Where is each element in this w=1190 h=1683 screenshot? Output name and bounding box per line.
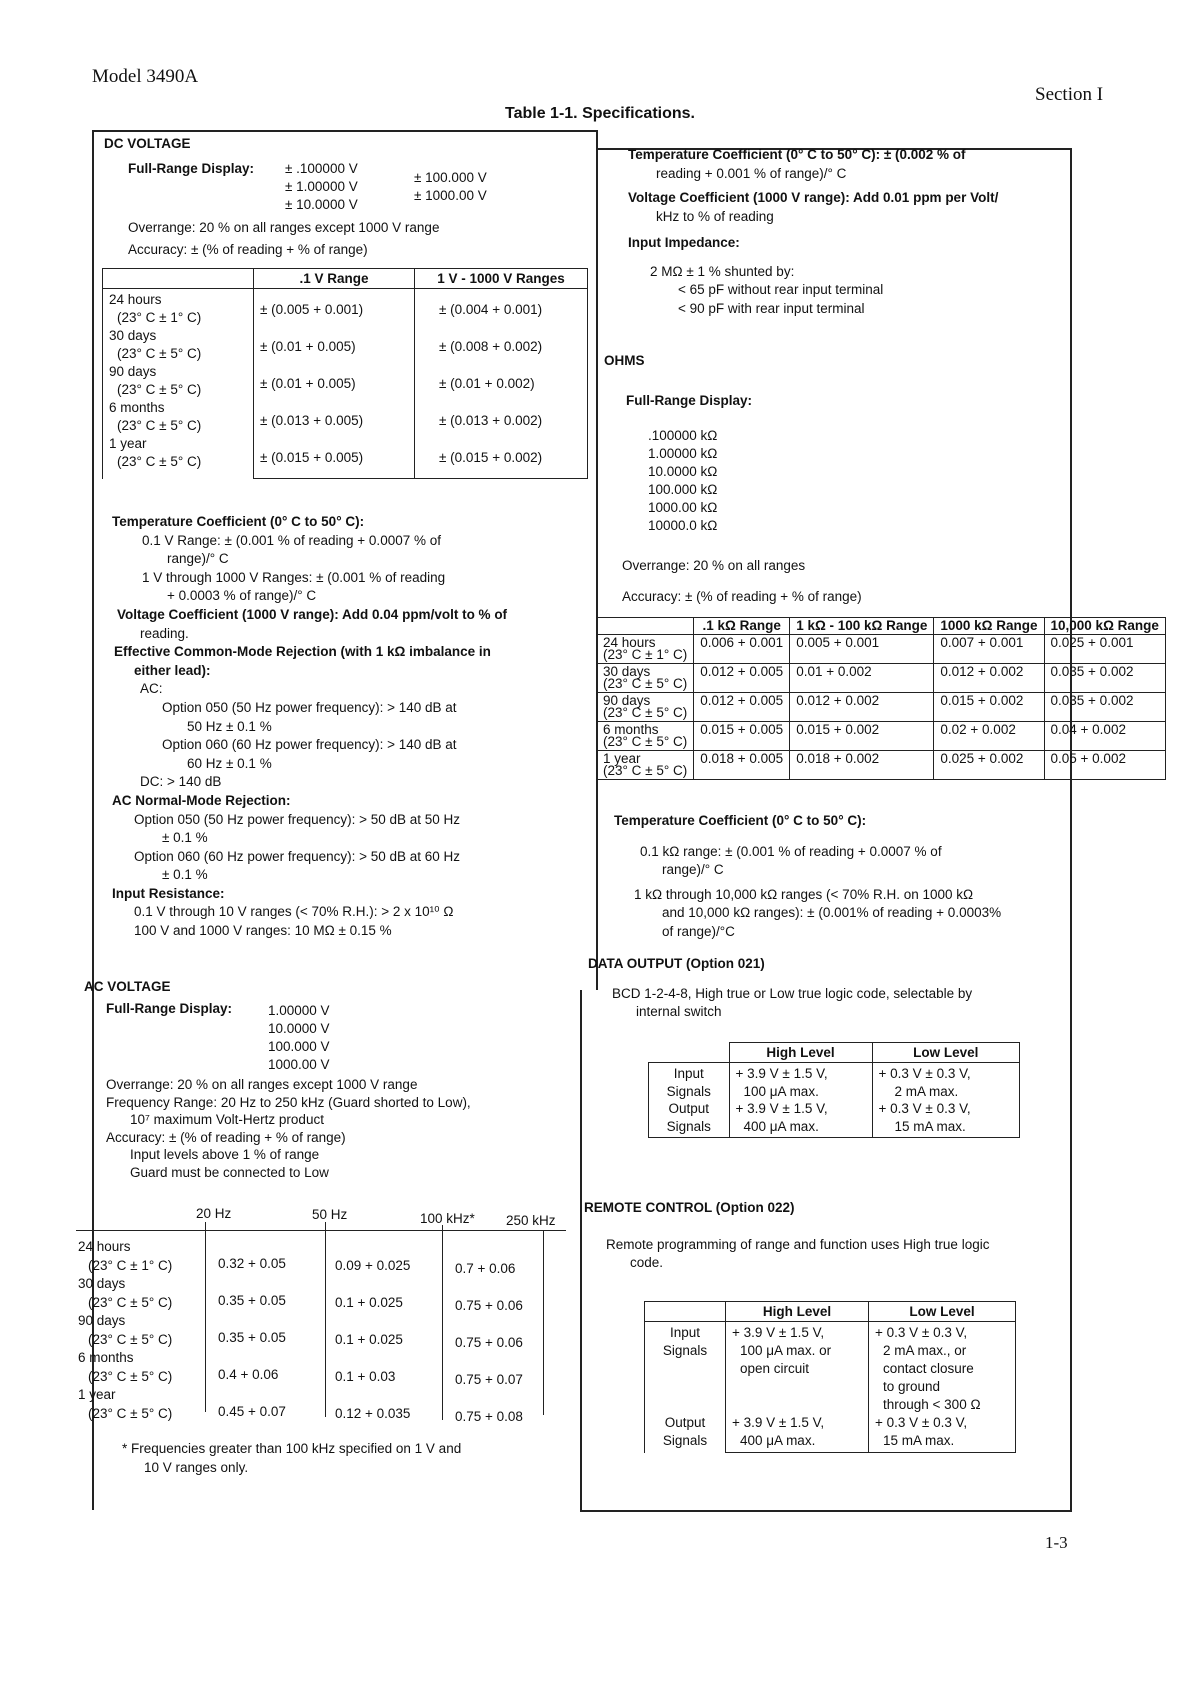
acv-table-top bbox=[76, 1230, 566, 1231]
acv-footnote-2: 10 V ranges only. bbox=[144, 1460, 249, 1475]
acv-heading: AC VOLTAGE bbox=[84, 979, 171, 994]
dcv-frd-label: Full-Range Display: bbox=[128, 161, 255, 176]
acv-periods: 24 hours (23° C ± 1° C) 30 days (23° C ± 5° C) 90 days (23° C ± 5° C) 6 months (23° C ± 5° C) 1 year (23° C ± 5° C) bbox=[78, 1239, 173, 1421]
acv-freq-100khz: 100 kHz* bbox=[420, 1211, 475, 1226]
acv-freq-250khz: 250 kHz bbox=[506, 1213, 556, 1228]
column-divider-lower bbox=[580, 990, 582, 1510]
dcv-accuracy-table: .1 V Range 1 V - 1000 V Ranges 24 hours (23° C ± 1° C) 30 days (23° C ± 5° C) 90 days (23° C ± 5° C) 6 months (23° C ± 5° C) 1 year (23° C ± 5° C) ± (0.005 + 0.001) ± (0.01 + 0.005) ± (0.01 + 0.005) ± (0.013 + 0.005) ± (0.015 + 0.005) ± (0.004 + 0.001) ± (0.008 + 0.002) ± (0.01 + 0.002) ± (0.013 + 0.002) ± (0.015 + 0.002) bbox=[102, 268, 588, 479]
data-output-desc: BCD 1-2-4-8, High true or Low true logic code, selectable by internal switch bbox=[612, 986, 973, 1019]
acv-freq-50hz: 50 Hz bbox=[312, 1207, 348, 1222]
dcv-overrange: Overrange: 20 % on all ranges except 1000 V range bbox=[128, 220, 440, 235]
dcv-frd-col1: ± .100000 V ± 1.00000 V ± 10.0000 V bbox=[285, 161, 358, 212]
acv-details: Overrange: 20 % on all ranges except 1000 V range Frequency Range: 20 Hz to 250 kHz (Guard shorted to Low), 10⁷ maximum Volt-Hertz product Accuracy: ± (% of reading + % of range) Input levels above 1 % of range Guard must be connected to Low bbox=[106, 1077, 471, 1180]
dcv-accuracy: Accuracy: ± (% of reading + % of range) bbox=[128, 242, 368, 257]
acv-freq-20hz: 20 Hz bbox=[196, 1206, 232, 1221]
remote-desc: Remote programming of range and function uses High true logic code. bbox=[606, 1237, 990, 1270]
ohms-accuracy-table: .1 kΩ Range 1 kΩ - 100 kΩ Range 1000 kΩ Range 10,000 kΩ Range 24 hours (23° C ± 1° C) 0.006 + 0.001 0.005 + 0.001 0.007 + 0.001 0.025 + 0.001 30 days (23° C ± 5° C) 0.012 + 0.005 0.01 + 0.002 0.012 + 0.002 0.035 + 0.002 90 days (23° C ± 5° C) 0.012 + 0.005 0.012 + 0.002 0.015 + 0.002 0.035 + 0.002 6 months (23° C ± 5° C) 0.015 + 0.005 0.015 + 0.002 0.02 + 0.002 0.04 + 0.002 1 year (23° C ± 5° C) 0.018 + 0.005 0.018 + 0.002 0.025 + 0.002 0.05 + 0.002 bbox=[596, 617, 1166, 780]
acv-col-line-3 bbox=[442, 1225, 443, 1420]
ohms-frd-values: .100000 kΩ 1.00000 kΩ 10.0000 kΩ 100.000 kΩ 1000.00 kΩ 10000.0 kΩ bbox=[648, 428, 718, 533]
acv-coefficients: Temperature Coefficient (0° C to 50° C): ± (0.002 % of reading + 0.001 % of range)/° C Voltage Coefficient (1000 V range): Add 0.01 ppm per Volt/ kHz to % of reading Input Impedance: 2 MΩ ± 1 % shunted by: < 65 pF without rear input terminal < 90 pF with rear input terminal bbox=[628, 147, 999, 316]
acv-col-line-2 bbox=[325, 1222, 326, 1417]
acv-col-c: 0.7 + 0.06 0.75 + 0.06 0.75 + 0.06 0.75 + 0.07 0.75 + 0.08 bbox=[455, 1261, 523, 1424]
frame-top-left bbox=[92, 130, 596, 132]
remote-table: High Level Low Level Input Signals Output Signals + 3.9 V ± 1.5 V, 100 μA max. or open circuit + 3.9 V ± 1.5 V, 400 μA max. + 0.3 V ± 0.3 V, 2 mA max., or contact closure to ground through < 300 Ω + 0.3 V ± 0.3 V, 15 mA max. bbox=[644, 1301, 1016, 1453]
acv-frd-values: 1.00000 V 10.0000 V 100.000 V 1000.00 V bbox=[268, 1003, 330, 1072]
acv-col-b: 0.09 + 0.025 0.1 + 0.025 0.1 + 0.025 0.1 + 0.03 0.12 + 0.035 bbox=[335, 1258, 411, 1421]
ohms-details: Temperature Coefficient (0° C to 50° C): 0.1 kΩ range: ± (0.001 % of reading + 0.0007 % of range)/° C 1 kΩ through 10,000 kΩ ranges (< 70% R.H. on 1000 kΩ and 10,000 kΩ ranges): ± (0.001% of reading + 0.0003% of range)/°C bbox=[614, 813, 1002, 939]
dcv-details: Temperature Coefficient (0° C to 50° C): 0.1 V Range: ± (0.001 % of reading + 0.0007 % of range)/° C 1 V through 1000 V Ranges: ± (0.001 % of reading + 0.0003 % of range)/° C Voltage Coefficient (1000 V range): Add 0.04 ppm/volt to % of reading. Effective Common-Mode Rejection (with 1 kΩ imbalance in either lead): AC: Option 050 (50 Hz power frequency): > 140 dB at 50 Hz ± 0.1 % Option 060 (60 Hz power frequency): > 140 dB at 60 Hz ± 0.1 % DC: > 140 dB AC Normal-Mode Rejection: Option 050 (50 Hz power frequency): > 50 dB at 50 Hz ± 0.1 % Option 060 (60 Hz power frequency): > 50 dB at 60 Hz ± 0.1 % Input Resistance: 0.1 V through 10 V ranges (< 70% R.H.): > 2 x 10¹⁰ Ω 100 V and 1000 V ranges: 10 MΩ ± 0.15 % bbox=[112, 514, 508, 939]
data-output-heading: DATA OUTPUT (Option 021) bbox=[588, 956, 765, 971]
ohms-accuracy: Accuracy: ± (% of reading + % of range) bbox=[622, 589, 862, 604]
ohms-frd-label: Full-Range Display: bbox=[626, 393, 753, 408]
ohms-overrange: Overrange: 20 % on all ranges bbox=[622, 558, 806, 573]
frame-right bbox=[1070, 148, 1072, 1510]
acv-footnote-1: * Frequencies greater than 100 kHz specified on 1 V and bbox=[122, 1441, 462, 1456]
model-label: Model 3490A bbox=[92, 66, 199, 87]
acv-col-line-1 bbox=[205, 1222, 206, 1412]
remote-heading: REMOTE CONTROL (Option 022) bbox=[584, 1200, 795, 1215]
acv-frd-label: Full-Range Display: bbox=[106, 1001, 233, 1016]
data-output-table: High Level Low Level Input Signals Output Signals + 3.9 V ± 1.5 V, 100 μA max. + 3.9 V ± 1.5 V, 400 μA max. + 0.3 V ± 0.3 V, 2 mA max. + 0.3 V ± 0.3 V, 15 mA max. bbox=[648, 1042, 1020, 1138]
dcv-frd-col2: ± 100.000 V ± 1000.00 V bbox=[414, 170, 487, 203]
ohms-heading: OHMS bbox=[604, 353, 645, 368]
acv-col-a: 0.32 + 0.05 0.35 + 0.05 0.35 + 0.05 0.4 + 0.06 0.45 + 0.07 bbox=[218, 1256, 286, 1419]
page-number: 1-3 bbox=[1045, 1533, 1068, 1552]
column-divider-upper bbox=[596, 130, 598, 990]
section-label: Section I bbox=[1035, 84, 1104, 105]
frame-bottom bbox=[580, 1510, 1072, 1512]
table-title: Table 1-1. Specifications. bbox=[505, 105, 695, 122]
dcv-heading: DC VOLTAGE bbox=[104, 136, 191, 151]
acv-col-line-4 bbox=[543, 1230, 544, 1415]
